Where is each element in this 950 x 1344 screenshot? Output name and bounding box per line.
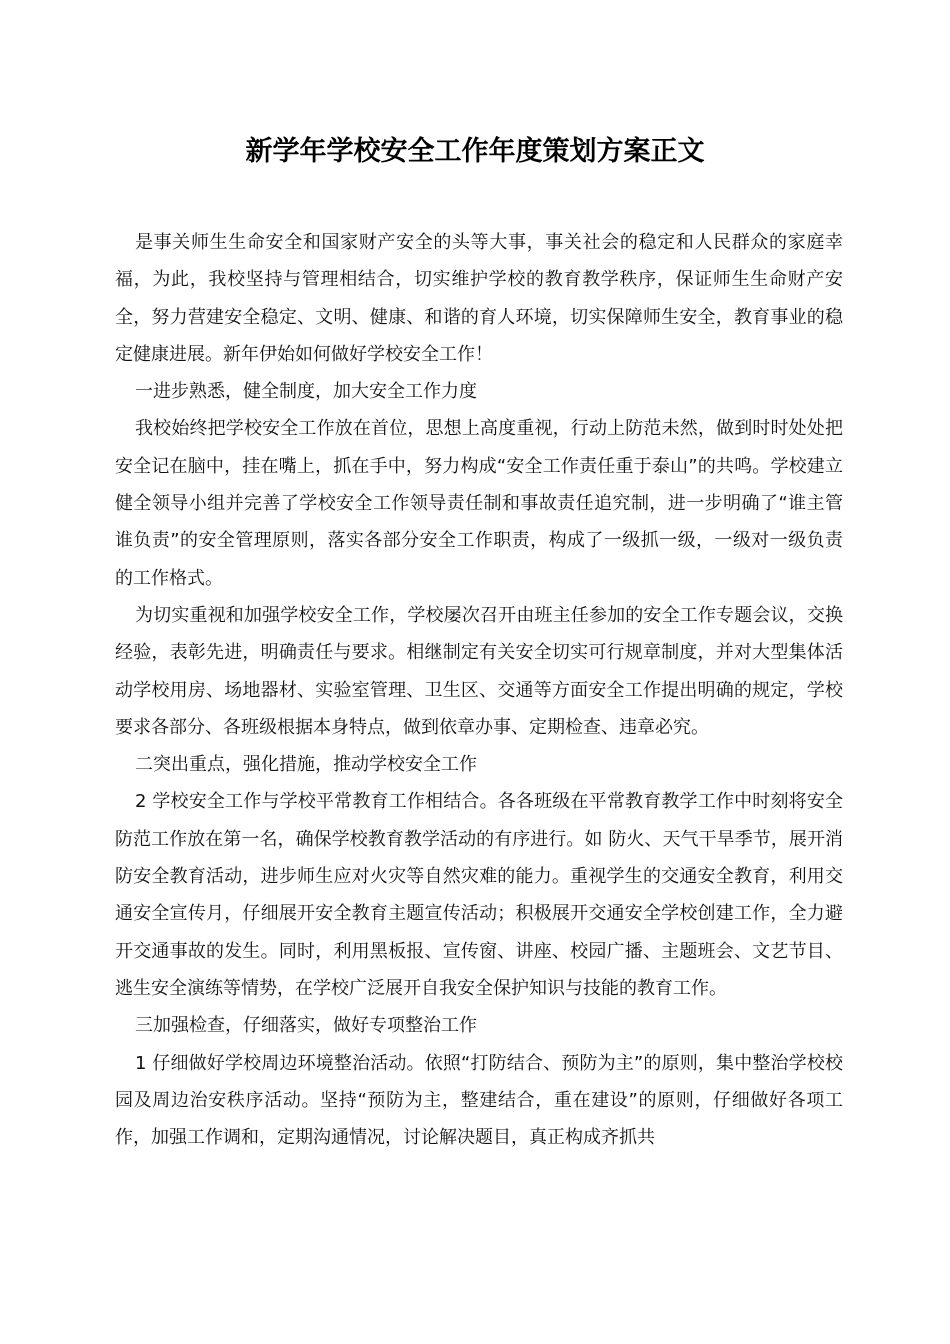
paragraph-section1-b: 为切实重视和加强学校安全工作，学校屡次召开由班主任参加的安全工作专题会议，交换经验，表彰先进，明确责任与要求。相继制定有关安全切实可行规章制度，并对大型集体活动学校用房、场地器材、实验室管理、卫生区、交通等方面安全工作提出明确的规定，学校要求各部分、各班级根据本身特点，做到依章办事、定期检查、违章必究。 [115,604,843,738]
paragraph-section1-a: 我校始终把学校安全工作放在首位，思想上高度重视，行动上防范未然，做到时时处处把安全记在脑中，挂在嘴上，抓在手中，努力构成“安全工作责任重于泰山”的共鸣。学校建立健全领导小组并完善了学校安全工作领导责任制和事故责任追究制，进一步明确了“谁主管谁负责”的安全管理原则，落实各部分安全工作职责，构成了一级抓一级，一级对一级负责的工作格式。 [115,418,843,589]
paragraph-intro: 是事关师生生命安全和国家财产安全的头等大事，事关社会的稳定和人民群众的家庭幸福，为此，我校坚持与管理相结合，切实维护学校的教育教学秩序，保证师生生命财产安全，努力营建安全稳定、文明、健康、和谐的育人环境，切实保障师生安全，教育事业的稳定健康进展。新年伊始如何做好学校安全工作！ [115,232,843,365]
paragraph-section2-a: 2 学校安全工作与学校平常教育工作相结合。各各班级在平常教育教学工作中时刻将安全防范工作放在第一名，确保学校教育教学活动的有序进行。如 防火、天气干旱季节，展开消防安全教育活动，进步师生应对火灾等自然灾难的能力。重视学生的交通安全教育，利用交通安全宣传月，仔细展开安全教育主题宣传活动；积极展开交通安全学校创建工作，全力避开交通事故的发生。同时，利用黑板报、宣传窗、讲座、校园广播、主题班会、文艺节目、逃生安全演练等情势，在学校广泛展开自我安全保护知识与技能的教育工作。 [115,791,843,999]
section-heading-2: 二突出重点，强化措施，推动学校安全工作 [135,754,477,776]
section-heading-1: 一进步熟悉，健全制度，加大安全工作力度 [135,381,477,403]
document-title: 新学年学校安全工作年度策划方案正文 [245,136,705,167]
paragraph-section3-a: 1 仔细做好学校周边环境整治活动。依照“打防结合、预防为主”的原则，集中整治学校校园及周边治安秩序活动。坚持“预防为主，整建结合，重在建设”的原则，仔细做好各项工作，加强工作调和，定期沟通情况，讨论解决题目，真正构成齐抓共 [115,1052,843,1149]
section-heading-3: 三加强检查，仔细落实，做好专项整治工作 [135,1015,477,1037]
document-body [115,224,843,1156]
